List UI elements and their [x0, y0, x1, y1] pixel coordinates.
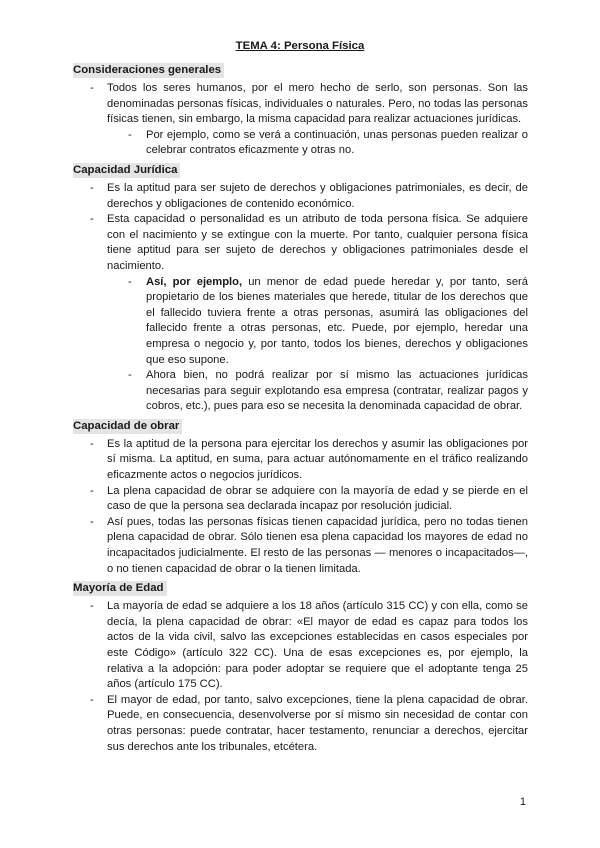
- page-title: TEMA 4: Persona Física: [235, 40, 365, 52]
- section-heading: Mayoría de Edad: [73, 581, 167, 596]
- sub-bullet-item: - Ahora bien, no podrá realizar por sí mismo las actuaciones jurídicas necesarias para seguir explotando esa empresa (contratar, realizar pagos y cobros, etc.), pues para eso se necesita la denominada capacidad de obrar.: [128, 369, 528, 413]
- document-body: [73, 60, 528, 756]
- bullet-item: - La mayoría de edad se adquiere a los 18 años (artículo 315 CC) y con ella, como se decía, la plena capacidad de obrar: «El mayor de edad es capaz para todos los actos de la vida civil, salvo las excepciones establecidas en casos especiales por este Código» (artículo 322 CC). Una de esas excepciones es, por ejemplo, la relativa a la adopción: para poder adoptar se requiere que el adoptante tenga 25 años (artículo 175 CC).: [90, 600, 528, 691]
- bullet-item: - Es la aptitud de la persona para ejercitar los derechos y asumir las obligaciones por sí misma. La aptitud, en suma, para actuar autónomamente en el tráfico realizando eficazmente actos o negocios jurídicos.: [90, 437, 528, 482]
- section-mayoria-de-edad: [73, 578, 528, 755]
- section-capacidad-de-obrar: [73, 416, 528, 577]
- dash-marker: -: [128, 275, 132, 288]
- dash-marker: -: [90, 437, 94, 450]
- dash-marker: -: [128, 369, 132, 382]
- dash-marker: -: [90, 82, 94, 94]
- bullet-item: - Así pues, todas las personas físicas tienen capacidad jurídica, pero no todas tienen plena capacidad de obrar. Sólo tienen esa plena capacidad los mayores de edad no incapacitados judicialmente. El resto de las personas — menores o incapacitados—, o no tienen capacidad de obrar o la tienen limitada.: [90, 515, 528, 575]
- section-heading: Capacidad Jurídica: [73, 163, 180, 178]
- bold-lead-text: Así, por ejemplo,: [146, 275, 243, 288]
- page-number: 1: [519, 796, 526, 808]
- section-consideraciones-generales: [73, 60, 528, 159]
- bullet-item: - Es la aptitud para ser sujeto de derechos y obligaciones patrimoniales, es decir, de derechos y obligaciones de contenido económico.: [90, 181, 528, 210]
- dash-marker: -: [90, 693, 94, 706]
- dash-marker: -: [90, 484, 94, 497]
- section-heading: Consideraciones generales: [73, 63, 224, 78]
- dash-marker: -: [128, 128, 132, 141]
- dash-marker: -: [90, 600, 94, 613]
- bullet-item: - El mayor de edad, por tanto, salvo excepciones, tiene la plena capacidad de obrar. Puede, en consecuencia, desenvolverse por sí mismo sin necesidad de contar con otras personas: puede contratar, hacer testamento, renunciar a derechos, ejercitar sus derechos ante los tribunales, etcétera.: [90, 693, 528, 753]
- sub-bullet-item: - Por ejemplo, como se verá a continuación, unas personas pueden realizar o celebrar contratos eficazmente y otras no.: [128, 128, 528, 157]
- bullet-item: - Todos los seres humanos, por el mero hecho de serlo, son personas. Son las denominadas personas físicas, individuales o naturales. Pero, no todas las personas físicas tienen, sin embargo, la misma capacidad para realizar actuaciones jurídicas.: [90, 82, 528, 126]
- bullet-item: - La plena capacidad de obrar se adquiere con la mayoría de edad y se pierde en el caso de que la persona sea declarada incapaz por resolución judicial.: [90, 484, 528, 513]
- bullet-item: - Esta capacidad o personalidad es un atributo de toda persona física. Se adquiere con el nacimiento y se extingue con la muerte. Por tanto, cualquier persona física tiene aptitud para ser sujeto de derechos y obligaciones patrimoniales desde el nacimiento.: [90, 213, 528, 272]
- dash-marker: -: [90, 515, 94, 528]
- dash-marker: -: [90, 213, 94, 226]
- section-heading: Capacidad de obrar: [73, 419, 182, 434]
- section-capacidad-juridica: [73, 160, 528, 415]
- dash-marker: -: [90, 181, 94, 194]
- sub-bullet-item: - Así, por ejemplo, un menor de edad puede heredar y, por tanto, será propietario de los bienes materiales que herede, titular de los derechos que el fallecido tuviera frente a otras personas, asumirá las obligaciones del fallecido frente a otras personas, etc. Puede, por ejemplo, heredar una empresa o negocio y, por tanto, todos los bienes, derechos y obligaciones que eso supone.: [128, 275, 528, 366]
